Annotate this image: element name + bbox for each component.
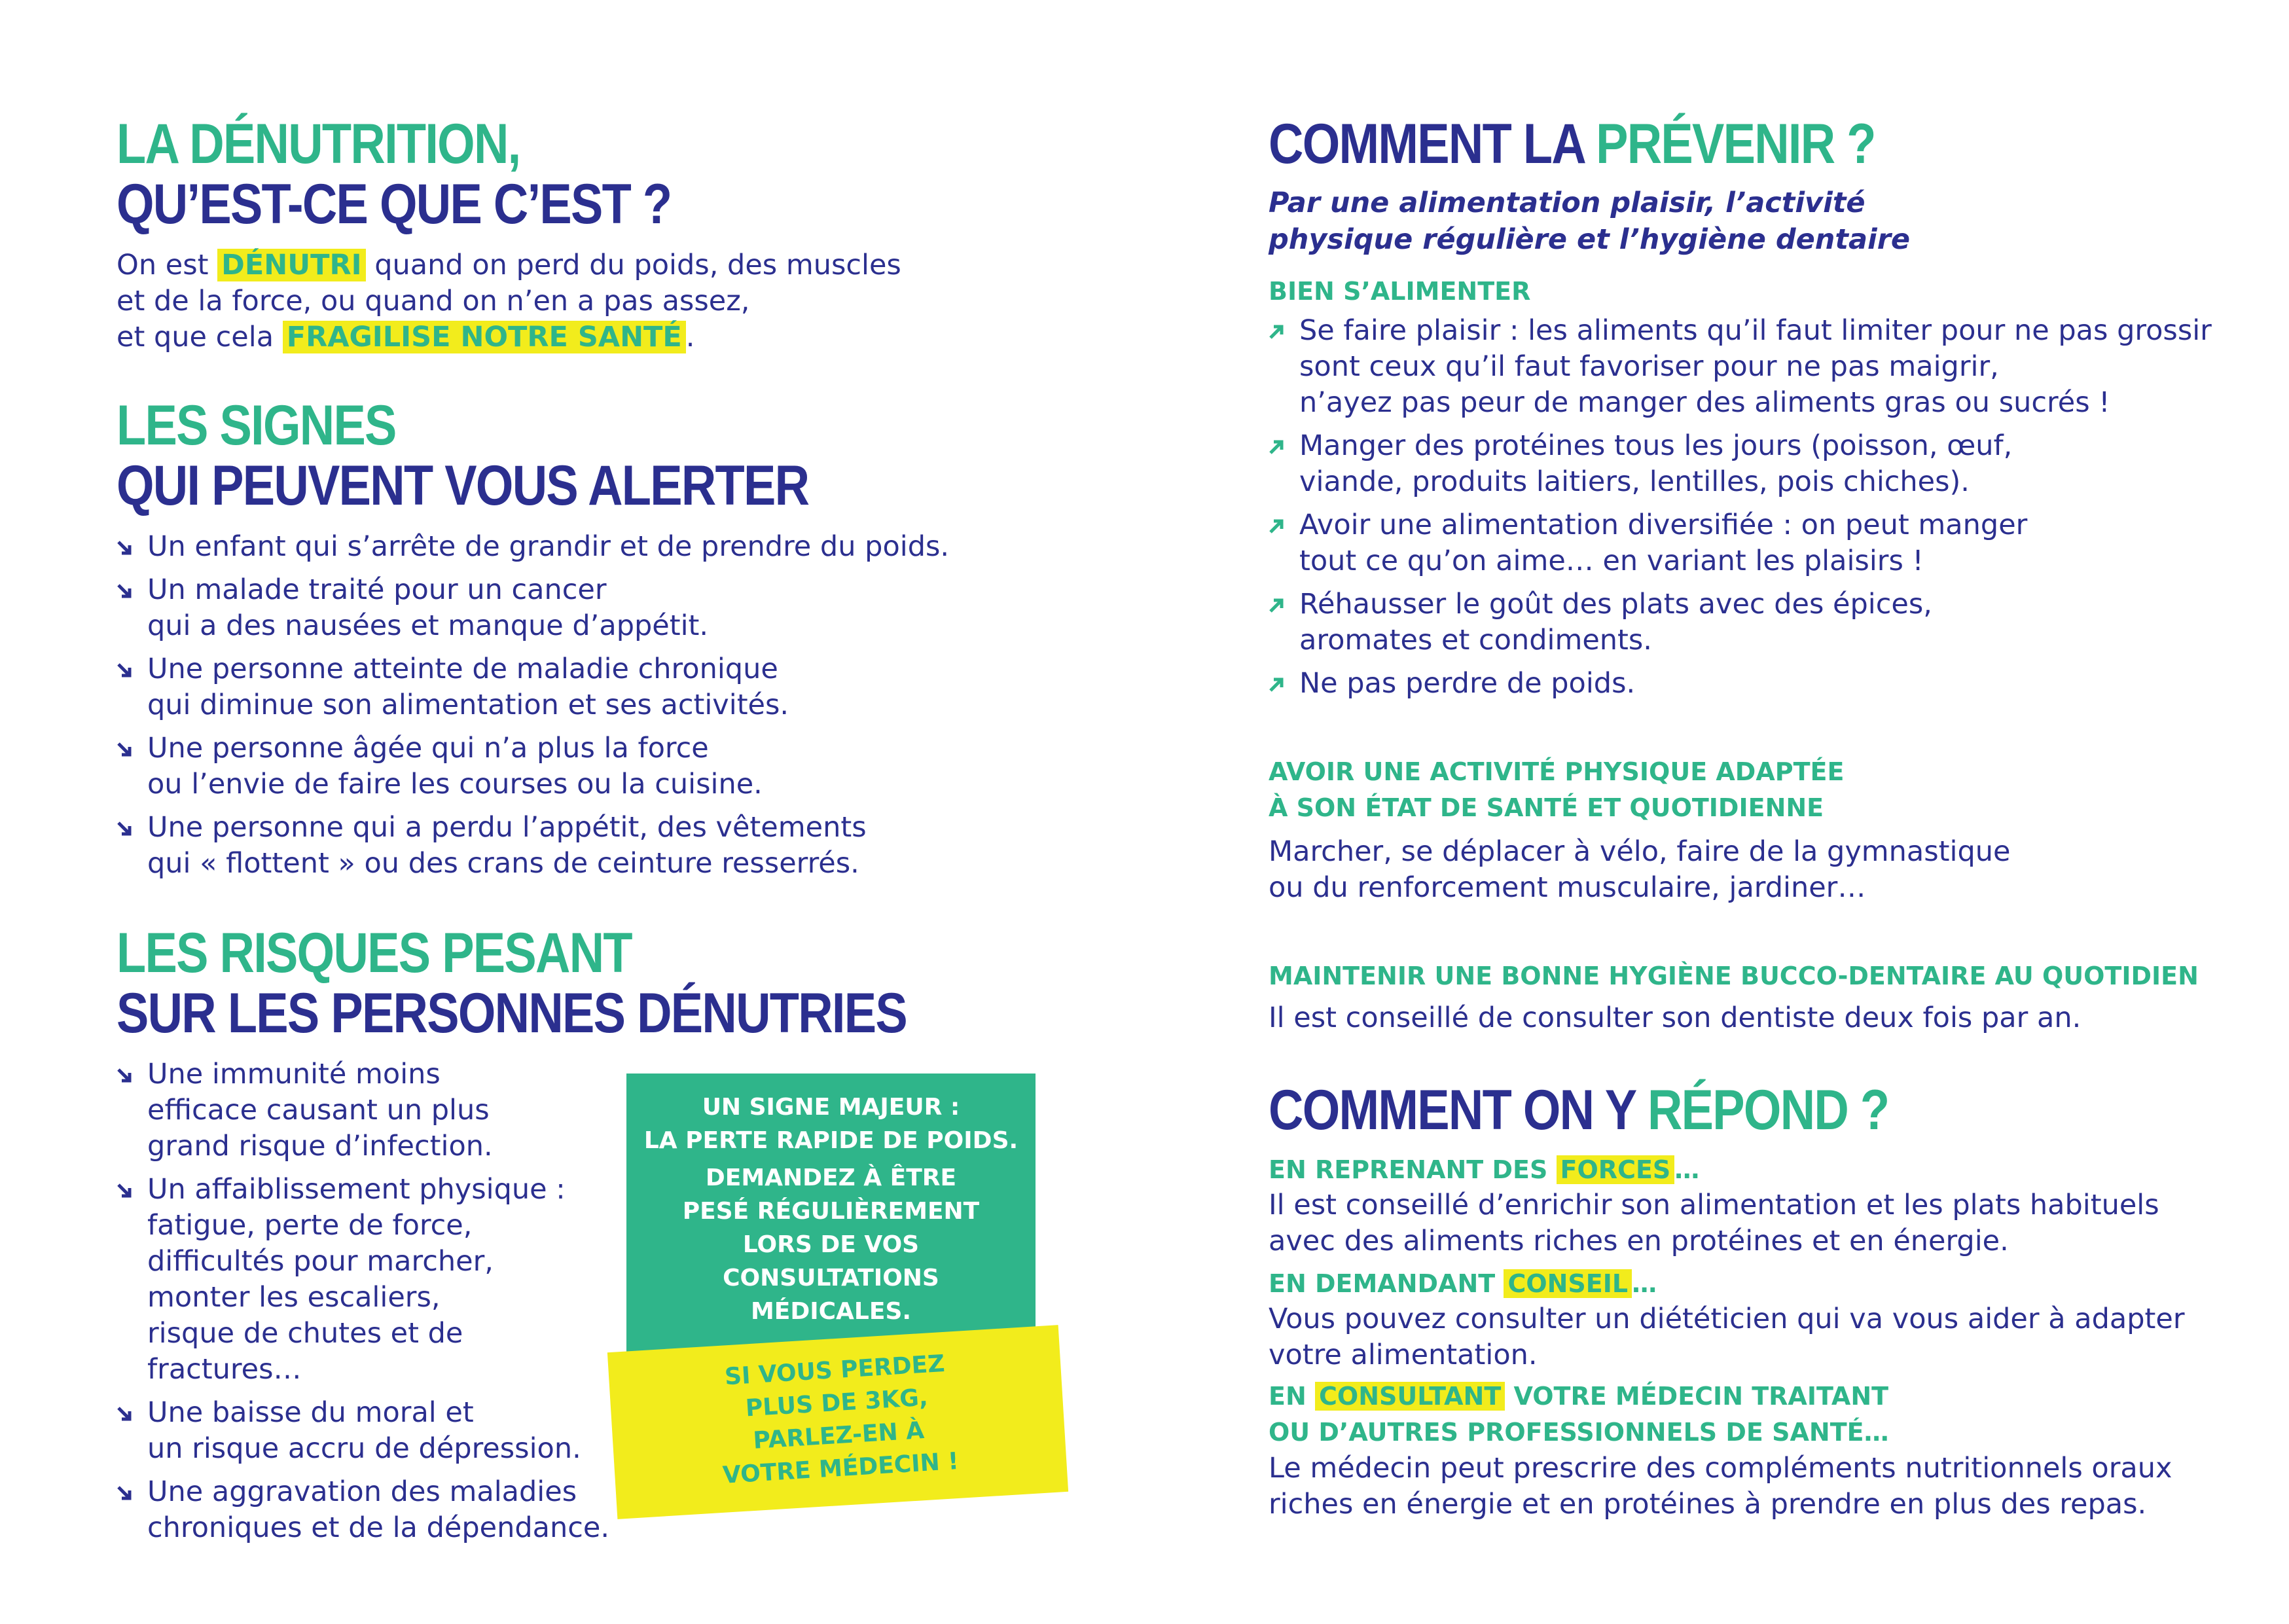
arrow-down-right-icon [117, 583, 132, 599]
definition-paragraph: On est DÉNUTRI quand on perd du poids, des muscles et de la force, ou quand on n’en a pas assez, et que cela FRAGILISE NOTRE SANTÉ . [117, 249, 901, 353]
list-item: Une baisse du moral et un risque accru de dépression. [117, 1395, 614, 1467]
arrow-down-right-icon [117, 821, 132, 837]
list-item: Manger des protéines tous les jours (poisson, œuf, viande, produits laitiers, lentilles, pois chiches). [1269, 428, 2250, 500]
physical-activity-paragraph: Marcher, se déplacer à vélo, faire de la gymnastique ou du renforcement musculaire, jardiner… [1269, 835, 2011, 904]
signs-title: LES SIGNES QUI PEUVENT VOUS ALERTER [117, 394, 809, 517]
left-page [0, 0, 1144, 1624]
arrow-down-right-icon [117, 1068, 132, 1083]
consultant-paragraph: Le médecin peut prescrire des compléments nutritionnels oraux riches en énergie et en protéines à prendre en plus des repas. [1269, 1452, 2172, 1521]
arrow-down-right-icon [117, 742, 132, 757]
right-page [1144, 0, 2289, 1624]
subheading-consultant: EN CONSULTANT VOTRE MÉDECIN TRAITANT OU D’AUTRES PROFESSIONNELS DE SANTÉ… [1269, 1382, 1889, 1447]
arrow-up-right-icon [1269, 677, 1284, 693]
subheading-forces: EN REPRENANT DES FORCES … [1269, 1155, 1700, 1184]
subheading-physical-activity: AVOIR UNE ACTIVITÉ PHYSIQUE ADAPTÉE À SON ÉTAT DE SANTÉ ET QUOTIDIENNE [1269, 757, 1845, 822]
list-item: Un malade traité pour un cancer qui a des nausées et manque d’appétit. [117, 572, 967, 644]
arrow-up-right-icon [1269, 324, 1284, 340]
list-item: Une personne qui a perdu l’appétit, des vêtements qui « flottent » ou des crans de ceinture resserrés. [117, 810, 967, 882]
respond-title: COMMENT ON Y RÉPOND ? [1269, 1079, 1889, 1142]
list-item: Une immunité moins efficace causant un plus grand risque d’infection. [117, 1056, 614, 1164]
dental-hygiene-paragraph: Il est conseillé de consulter son dentiste deux fois par an. [1269, 1001, 2082, 1034]
arrow-up-right-icon [1269, 518, 1284, 534]
list-item: Un enfant qui s’arrête de grandir et de prendre du poids. [117, 529, 967, 565]
definition-title: LA DÉNUTRITION, QU’EST-CE QUE C’EST ? [117, 113, 672, 236]
subheading-conseil: EN DEMANDANT CONSEIL … [1269, 1269, 1657, 1298]
arrow-down-right-icon [117, 540, 132, 556]
highlight-fragilise: FRAGILISE NOTRE SANTÉ [283, 321, 686, 353]
list-item: Avoir une alimentation diversifiée : on peut manger tout ce qu’on aime… en variant les plaisirs ! [1269, 507, 2250, 579]
list-item: Une aggravation des maladies chroniques et de la dépendance. [117, 1474, 614, 1546]
prevent-title: COMMENT LA PRÉVENIR ? [1269, 113, 1875, 175]
risks-list [117, 1056, 614, 1553]
prevent-lead: Par une alimentation plaisir, l’activité physique régulière et l’hygiène dentaire [1269, 187, 1911, 256]
arrow-down-right-icon [117, 1406, 132, 1422]
arrow-up-right-icon [1269, 598, 1284, 613]
list-item: Une personne âgée qui n’a plus la force ou l’envie de faire les courses ou la cuisine. [117, 731, 967, 803]
arrow-up-right-icon [1269, 439, 1284, 455]
major-sign-callout: UN SIGNE MAJEUR : LA PERTE RAPIDE DE POIDS. DEMANDEZ À ÊTRE PESÉ RÉGULIÈREMENT LORS DE VOS CONSULTATIONS MÉDICALES. [626, 1074, 1036, 1362]
eat-well-list [1269, 313, 2250, 709]
conseil-paragraph: Vous pouvez consulter un diététicien qui va vous aider à adapter votre alimentation. [1269, 1303, 2185, 1371]
subheading-dental-hygiene: MAINTENIR UNE BONNE HYGIÈNE BUCCO-DENTAIRE AU QUOTIDIEN [1269, 962, 2199, 990]
list-item: Une personne atteinte de maladie chronique qui diminue son alimentation et ses activités. [117, 651, 967, 723]
list-item: Ne pas perdre de poids. [1269, 666, 2250, 702]
weight-loss-callout: SI VOUS PERDEZ PLUS DE 3KG, PARLEZ-EN À VOTRE MÉDECIN ! [607, 1325, 1068, 1519]
subheading-eat-well: BIEN S’ALIMENTER [1269, 277, 1531, 306]
highlight-denutri: DÉNUTRI [217, 249, 365, 281]
arrow-down-right-icon [117, 1485, 132, 1501]
arrow-down-right-icon [117, 1183, 132, 1199]
list-item: Un affaiblissement physique : fatigue, perte de force, difficultés pour marcher, monter les escaliers, risque de chutes et de fractures… [117, 1172, 614, 1388]
arrow-down-right-icon [117, 662, 132, 678]
signs-list [117, 529, 967, 889]
risks-title: LES RISQUES PESANT SUR LES PERSONNES DÉNUTRIES [117, 922, 907, 1045]
forces-paragraph: Il est conseillé d’enrichir son alimentation et les plats habituels avec des aliments riches en protéines et en énergie. [1269, 1189, 2159, 1257]
list-item: Se faire plaisir : les aliments qu’il faut limiter pour ne pas grossir sont ceux qu’il faut favoriser pour ne pas maigrir, n’ayez pas peur de manger des aliments gras ou sucrés ! [1269, 313, 2250, 421]
list-item: Réhausser le goût des plats avec des épices, aromates et condiments. [1269, 586, 2250, 659]
